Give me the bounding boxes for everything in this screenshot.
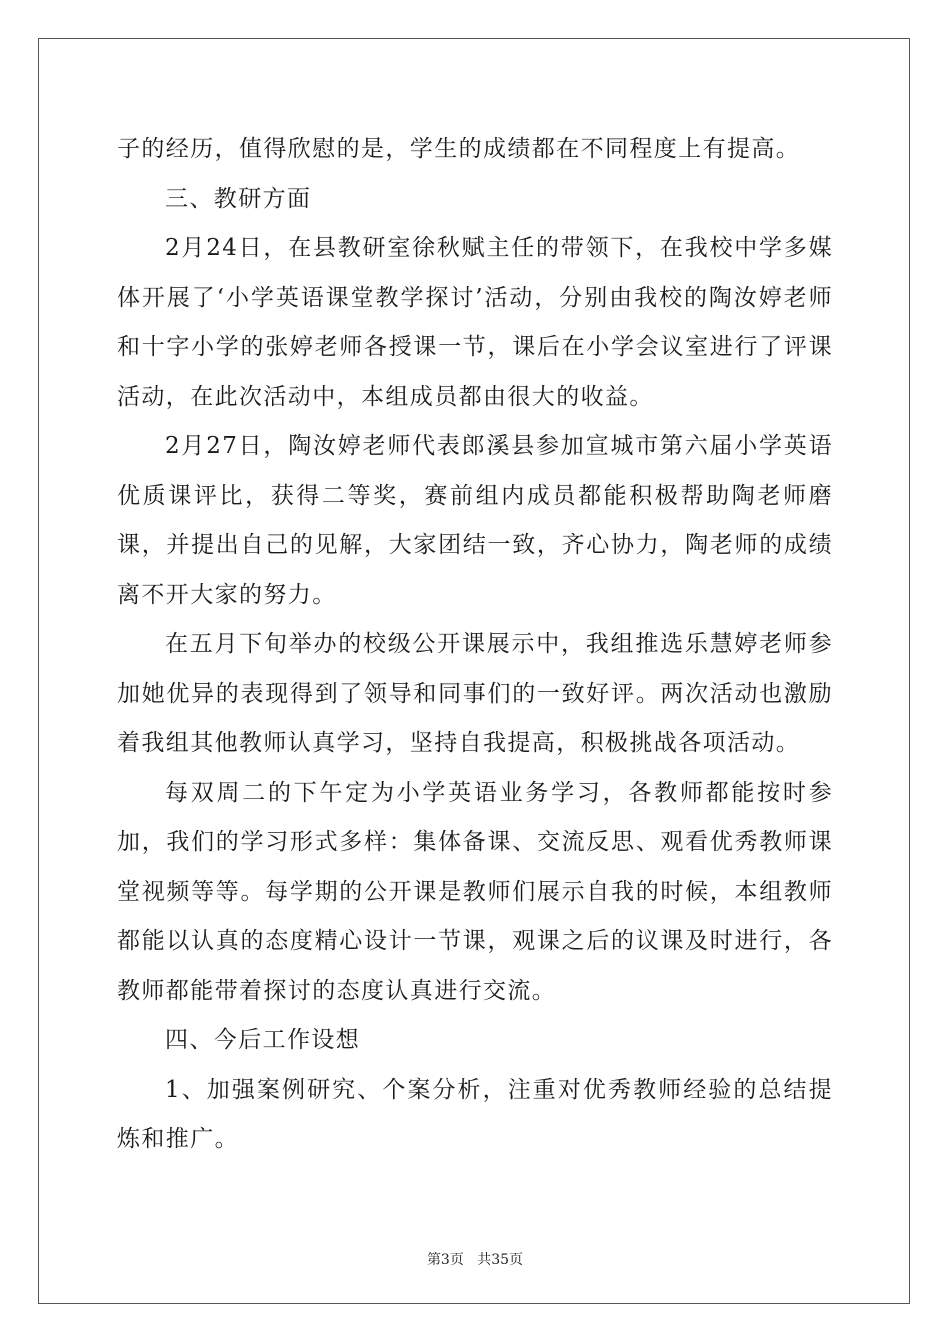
page-footer xyxy=(0,1249,950,1269)
section-heading: 四、今后工作设想 xyxy=(165,1027,361,1053)
paragraph: 子的经历，值得欣慰的是，学生的成绩都在不同程度上有提高。 xyxy=(117,136,801,162)
section-heading: 三、教研方面 xyxy=(165,185,312,212)
document-body xyxy=(117,125,833,1165)
page-number: 第3页 xyxy=(426,1252,464,1268)
paragraph: 1、加强案例研究、个案分析，注重对优秀教师经验的总结提炼和推广。 xyxy=(117,1076,833,1152)
paragraph: 2月24日，在县教研室徐秋赋主任的带领下，在我校中学多媒体开展了‘小学英语课堂教学探讨’活动，分别由我校的陶汝婷老师和十字小学的张婷老师各授课一节，课后在小学会议室进行了评课活动，在此次活动中，本组成员都由很大的收益。 xyxy=(117,235,833,410)
page-total: 共35页 xyxy=(477,1252,524,1268)
paragraph: 每双周二的下午定为小学英语业务学习，各教师都能按时参加，我们的学习形式多样：集体备课、交流反思、观看优秀教师课堂视频等等。每学期的公开课是教师们展示自我的时候，本组教师都能以认真的态度精心设计一节课，观课之后的议课及时进行，各教师都能带着探讨的态度认真进行交流。 xyxy=(117,779,833,1004)
paragraph: 2月27日，陶汝婷老师代表郎溪县参加宣城市第六届小学英语优质课评比，获得二等奖，赛前组内成员都能积极帮助陶老师磨课，并提出自己的见解，大家团结一致，齐心协力，陶老师的成绩离不开大家的努力。 xyxy=(117,433,833,608)
paragraph: 在五月下旬举办的校级公开课展示中，我组推选乐慧婷老师参加她优异的表现得到了领导和同事们的一致好评。两次活动也激励着我组其他教师认真学习，坚持自我提高，积极挑战各项活动。 xyxy=(117,631,833,756)
